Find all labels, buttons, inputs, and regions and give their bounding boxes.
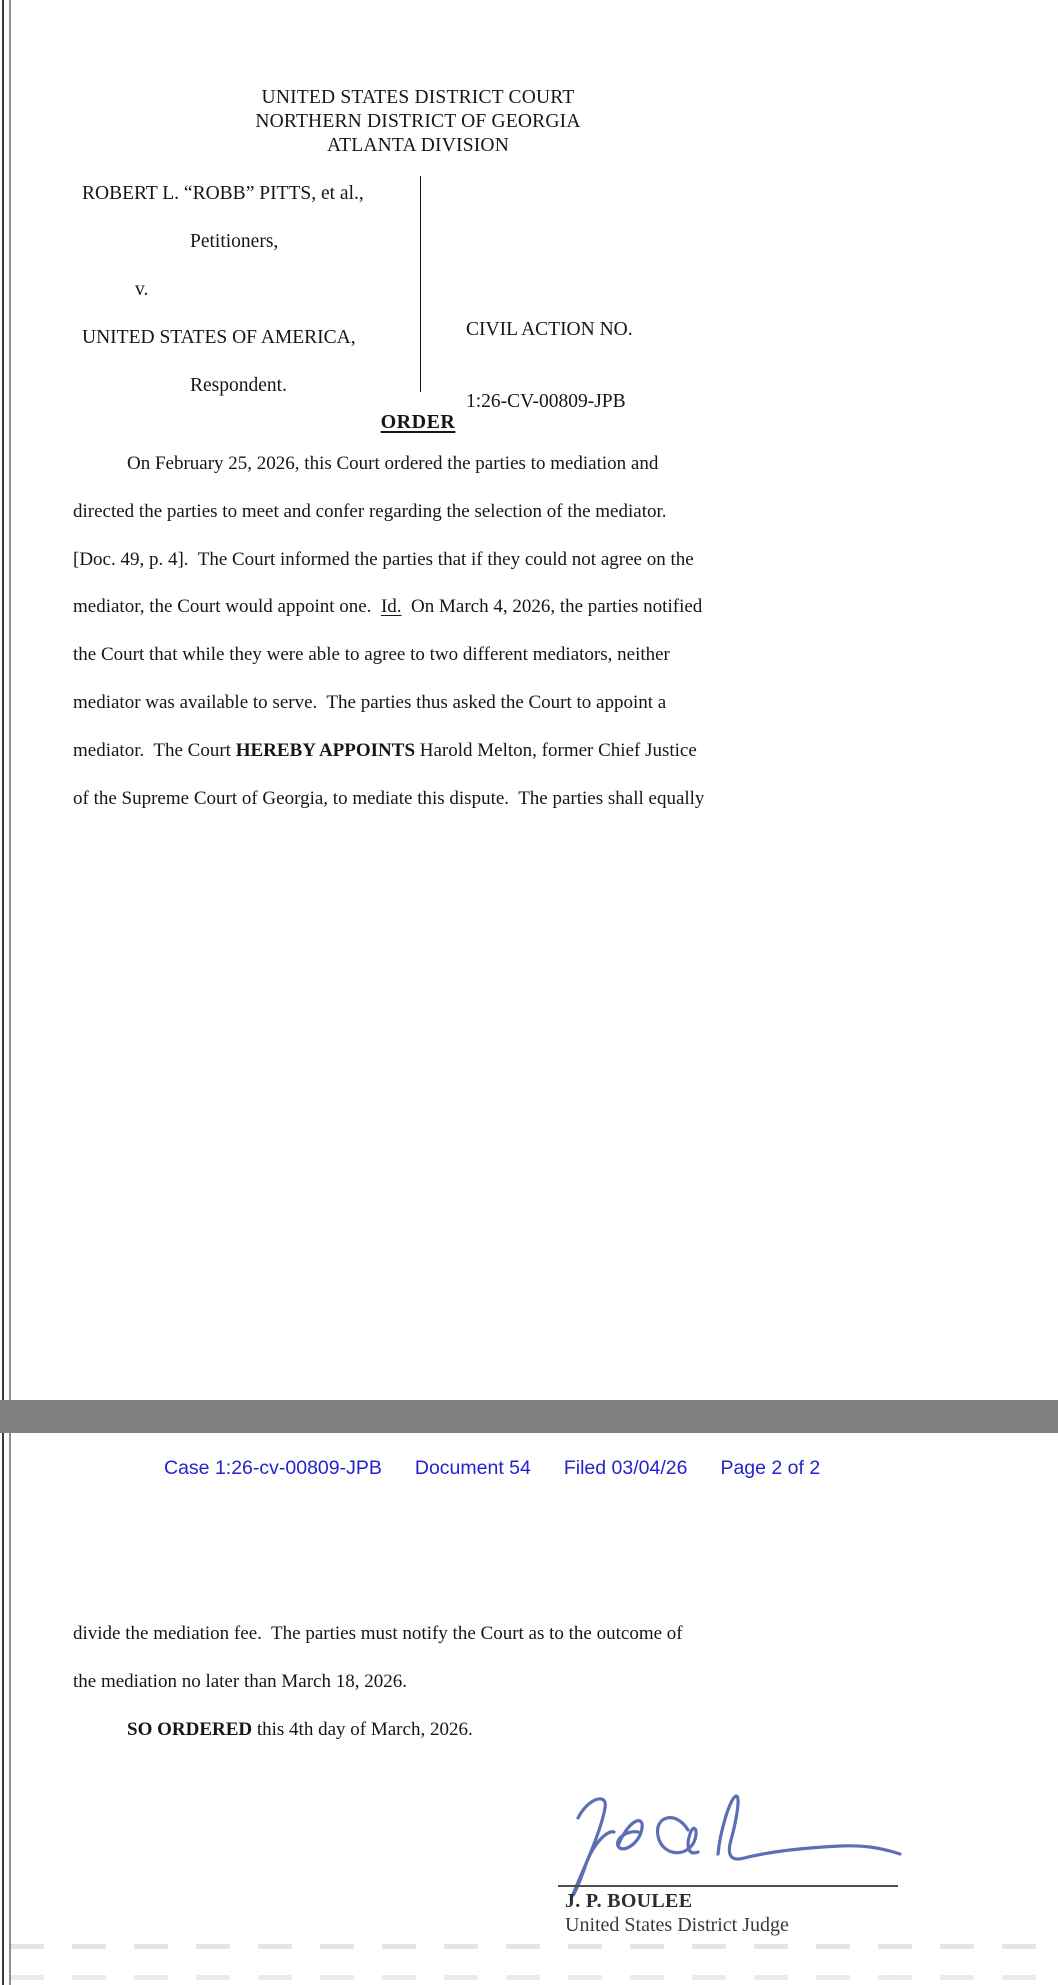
- text-line: the Court that while they were able to agree to two different mediators, neither: [73, 644, 670, 666]
- court-header: [0, 86, 836, 158]
- text-line: mediator was available to serve. The parties thus asked the Court to appoint a: [73, 691, 667, 713]
- text-line: of the Supreme Court of Georgia, to mediate this dispute. The parties shall equally: [73, 787, 705, 809]
- ecf-stamp-filed: Filed 03/04/26: [563, 1457, 688, 1479]
- caption-divider-rule: [420, 176, 421, 392]
- judge-title: United States District Judge: [565, 1914, 789, 1936]
- text-line: SO ORDERED this 4th day of March, 2026.: [127, 1718, 473, 1740]
- caption-versus: v.: [135, 279, 149, 300]
- ecf-stamp-row: [164, 1457, 820, 1480]
- scan-artifact-row: [10, 1975, 1058, 1980]
- order-title: ORDER: [380, 411, 456, 433]
- signature-line: [558, 1885, 898, 1887]
- ecf-stamp-document: Document 54: [414, 1457, 531, 1479]
- text-line: On February 25, 2026, this Court ordered the parties to mediation and: [127, 453, 659, 474]
- caption-petitioner-name: ROBERT L. “ROBB” PITTS, et al.,: [82, 183, 364, 204]
- scan-artifact-row: [10, 1944, 1058, 1949]
- page-break-bar: [0, 1400, 1058, 1433]
- text-line: directed the parties to meet and confer regarding the selection of the mediator.: [73, 500, 667, 522]
- text-line: [Doc. 49, p. 4]. The Court informed the parties that if they could not agree on the: [73, 548, 694, 570]
- civil-action-label: CIVIL ACTION NO.: [466, 319, 633, 340]
- text-line: mediator, the Court would appoint one. Id. On March 4, 2026, the parties notified: [73, 596, 703, 618]
- text-line: mediator. The Court HEREBY APPOINTS Harold Melton, former Chief Justice: [73, 739, 697, 761]
- page-left-edge-rule: [2, 0, 11, 1985]
- order-body-page2: [73, 1623, 853, 1766]
- order-body-page1: [73, 453, 853, 835]
- caption-respondent-role: Respondent.: [190, 375, 287, 396]
- court-header-line-3: ATLANTA DIVISION: [327, 135, 509, 156]
- ecf-stamp-case: Case 1:26-cv-00809-JPB: [164, 1457, 382, 1479]
- caption-respondent-name: UNITED STATES OF AMERICA,: [82, 327, 356, 348]
- court-header-line-1: UNITED STATES DISTRICT COURT: [261, 87, 575, 108]
- ecf-stamp-page: Page 2 of 2: [720, 1457, 821, 1479]
- civil-action-number: 1:26-CV-00809-JPB: [466, 391, 626, 412]
- court-header-line-2: NORTHERN DISTRICT OF GEORGIA: [255, 111, 581, 132]
- judge-name: J. P. BOULEE: [565, 1890, 693, 1912]
- text-line: divide the mediation fee. The parties must notify the Court as to the outcome of: [73, 1623, 683, 1644]
- caption-petitioner-role: Petitioners,: [190, 231, 279, 252]
- text-line: the mediation no later than March 18, 2026.: [73, 1670, 407, 1692]
